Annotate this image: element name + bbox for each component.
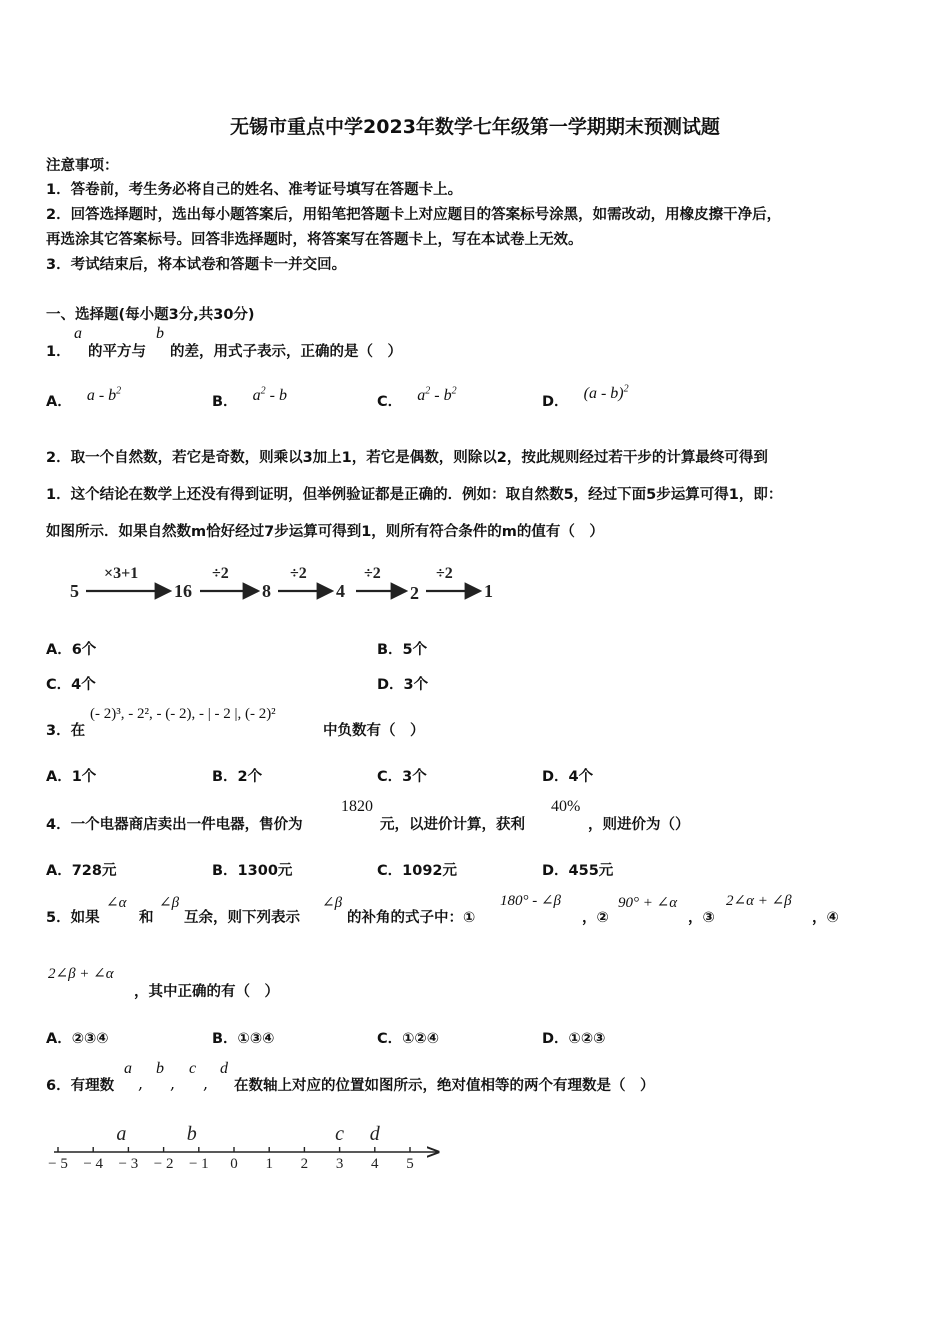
diagram-op: ÷2 bbox=[436, 565, 453, 582]
diagram-number: 2 bbox=[410, 583, 419, 603]
axis-tick-label: − 1 bbox=[188, 1156, 209, 1172]
axis-tick-label: 2 bbox=[300, 1156, 309, 1172]
point-label-a: a bbox=[116, 1123, 127, 1145]
q4-text1: 4．一个电器商店卖出一件电器，售价为 bbox=[46, 817, 303, 833]
axis-tick-label: − 4 bbox=[83, 1156, 104, 1172]
number-line bbox=[40, 1118, 450, 1178]
option-label: A． bbox=[46, 394, 72, 410]
q5-and: 和 bbox=[139, 910, 154, 926]
q6-var: b bbox=[156, 1060, 164, 1077]
q5-text3: 的补角的式子中：① bbox=[347, 910, 476, 926]
axis-tick-label: − 2 bbox=[153, 1156, 174, 1172]
q5-expr4: 2∠β + ∠α bbox=[48, 966, 114, 982]
q2-option-a[interactable]: A．6个 bbox=[46, 642, 97, 658]
option-label: D． bbox=[542, 394, 569, 410]
q1-option-b[interactable] bbox=[212, 385, 287, 411]
q4-text2: 元，以进价计算，获利 bbox=[380, 817, 525, 833]
q3-option-a[interactable]: A．1个 bbox=[46, 769, 97, 785]
diagram-op: ÷2 bbox=[364, 565, 381, 582]
diagram-number: 8 bbox=[262, 581, 271, 601]
q5-option-d[interactable]: D．①②③ bbox=[542, 1031, 606, 1047]
q4-rate: 40% bbox=[551, 798, 581, 815]
q1-var-a: a bbox=[74, 325, 82, 342]
q1-option-a[interactable] bbox=[46, 385, 122, 411]
q3-expression: (- 2)³, - 2², - (- 2), - | - 2 |, (- 2)² bbox=[90, 706, 276, 722]
q6-text2: 在数轴上对应的位置如图所示，绝对值相等的两个有理数是（ ） bbox=[234, 1078, 655, 1094]
axis-tick-label: 0 bbox=[230, 1156, 238, 1172]
option-expr: $a^2$ - b bbox=[252, 385, 287, 404]
q5-beta: ∠β bbox=[159, 895, 180, 911]
q3-text-prefix: 3．在 bbox=[46, 723, 86, 739]
q5-text2: 互余，则下列表示 bbox=[184, 910, 300, 926]
q5-expr1: 180° - ∠β bbox=[500, 893, 562, 909]
q4-text3: ，则进价为（） bbox=[588, 817, 690, 833]
section-heading: 一、选择题(每小题3分,共30分) bbox=[46, 307, 255, 323]
q5-sep3: ，③ bbox=[688, 910, 715, 926]
q5-alpha: ∠α bbox=[106, 895, 127, 911]
axis-tick-label: 5 bbox=[406, 1156, 414, 1172]
diagram-number: 4 bbox=[336, 581, 345, 601]
q1-option-c[interactable] bbox=[377, 385, 457, 411]
diagram-op: ÷2 bbox=[212, 565, 229, 582]
q5-option-c[interactable]: C．①②④ bbox=[377, 1031, 439, 1047]
q2-line: 如图所示．如果自然数m恰好经过7步运算可得到1，则所有符合条件的m的值有（ ） bbox=[46, 524, 604, 540]
q6-var: d bbox=[220, 1060, 228, 1077]
q3-option-c[interactable]: C．3个 bbox=[377, 769, 427, 785]
q3-text-suffix: 中负数有（ ） bbox=[323, 723, 425, 739]
q3-option-d[interactable]: D．4个 bbox=[542, 769, 594, 785]
q2-option-c[interactable]: C．4个 bbox=[46, 677, 96, 693]
point-label-c: c bbox=[335, 1123, 345, 1145]
axis-tick-label: − 3 bbox=[118, 1156, 139, 1172]
option-label: B． bbox=[212, 394, 238, 410]
q4-option-a[interactable]: A．728元 bbox=[46, 863, 117, 879]
q5-sep2: ，② bbox=[582, 910, 609, 926]
diagram-op: ×3+1 bbox=[104, 565, 139, 582]
diagram-number: 16 bbox=[174, 581, 192, 601]
q4-option-d[interactable]: D．455元 bbox=[542, 863, 614, 879]
q5-option-b[interactable]: B．①③④ bbox=[212, 1031, 275, 1047]
axis-tick-label: 4 bbox=[371, 1156, 379, 1172]
axis-tick-label: − 5 bbox=[48, 1156, 68, 1172]
q3-option-b[interactable]: B．2个 bbox=[212, 769, 263, 785]
q6-comma: , bbox=[203, 1074, 209, 1093]
notes-item: 1．答卷前，考生务必将自己的姓名、准考证号填写在答题卡上。 bbox=[46, 182, 463, 198]
option-expr: (a - b)$^2$ bbox=[583, 383, 629, 402]
q5-option-a[interactable]: A．②③④ bbox=[46, 1031, 109, 1047]
axis-tick-label: 3 bbox=[335, 1156, 344, 1172]
option-expr: $a^2 - b^2$ bbox=[417, 385, 457, 404]
option-expr: a - $b^2$ bbox=[86, 385, 122, 404]
q2-line: 1．这个结论在数学上还没有得到证明，但举例验证都是正确的．例如：取自然数5，经过下面5步运算可得1，即： bbox=[46, 487, 783, 503]
q4-option-c[interactable]: C．1092元 bbox=[377, 863, 457, 879]
q6-comma: , bbox=[138, 1074, 144, 1093]
q2-diagram bbox=[64, 560, 504, 610]
q2-option-b[interactable]: B．5个 bbox=[377, 642, 428, 658]
q6-var: a bbox=[124, 1060, 132, 1077]
q1-number: 1． bbox=[46, 344, 71, 360]
page-title: 无锡市重点中学2023年数学七年级第一学期期末预测试题 bbox=[230, 116, 720, 138]
notes-heading: 注意事项： bbox=[46, 158, 119, 174]
q2-line: 2．取一个自然数，若它是奇数，则乘以3加上1，若它是偶数，则除以2，按此规则经过若干步的计算最终可得到 bbox=[46, 450, 768, 466]
diagram-number: 5 bbox=[70, 581, 79, 601]
q1-text2: 的差，用式子表示，正确的是（ ） bbox=[170, 344, 402, 360]
q5-text1: 5．如果 bbox=[46, 910, 100, 926]
point-label-b: b bbox=[186, 1123, 197, 1145]
q2-option-d[interactable]: D．3个 bbox=[377, 677, 429, 693]
q1-text1: 的平方与 bbox=[88, 344, 146, 360]
q6-var: c bbox=[189, 1060, 197, 1077]
notes-item: 再选涂其它答案标号。回答非选择题时，将答案写在答题卡上，写在本试卷上无效。 bbox=[46, 232, 583, 248]
q5-text4: ，其中正确的有（ ） bbox=[134, 984, 279, 1000]
diagram-number: 1 bbox=[484, 581, 493, 601]
diagram-op: ÷2 bbox=[290, 565, 307, 582]
q5-sep4: ，④ bbox=[812, 910, 839, 926]
q5-expr2: 90° + ∠α bbox=[618, 895, 678, 911]
option-label: C． bbox=[377, 394, 403, 410]
q4-price: 1820 bbox=[341, 798, 373, 815]
notes-item: 3．考试结束后，将本试卷和答题卡一并交回。 bbox=[46, 257, 347, 273]
q6-text1: 6．有理数 bbox=[46, 1078, 115, 1094]
q5-expr3: 2∠α + ∠β bbox=[726, 893, 792, 909]
q1-var-b: b bbox=[156, 325, 164, 342]
q5-beta2: ∠β bbox=[322, 895, 343, 911]
q4-option-b[interactable]: B．1300元 bbox=[212, 863, 293, 879]
point-label-d: d bbox=[369, 1123, 380, 1145]
axis-tick-label: 1 bbox=[265, 1156, 273, 1172]
q6-comma: , bbox=[170, 1074, 176, 1093]
notes-item: 2．回答选择题时，选出每小题答案后，用铅笔把答题卡上对应题目的答案标号涂黑，如需改动，用橡皮擦干净后， bbox=[46, 207, 782, 223]
q1-option-d[interactable] bbox=[542, 383, 629, 411]
